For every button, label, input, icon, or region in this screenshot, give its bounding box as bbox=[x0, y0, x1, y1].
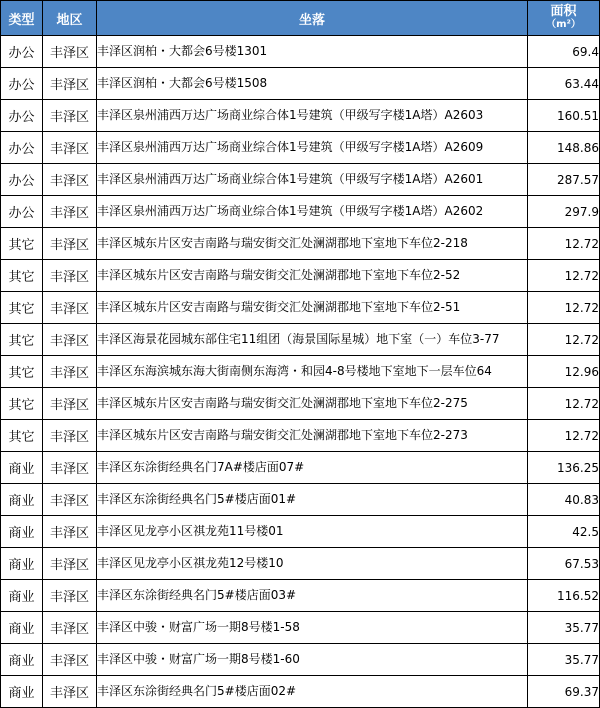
cell-location bbox=[97, 516, 528, 548]
location-text: 丰泽区城东片区安吉南路与瑞安街交汇处澜湖郡地下室地下车位2-275 bbox=[97, 396, 468, 410]
header-location: 坐落 bbox=[97, 1, 528, 36]
table-row bbox=[1, 676, 600, 708]
cell-area: 40.83 bbox=[528, 484, 600, 516]
cell-location bbox=[97, 388, 528, 420]
location-text: 丰泽区东涂街经典名门7A#楼店面07# bbox=[97, 460, 305, 474]
cell-location bbox=[97, 100, 528, 132]
cell-area: 12.96 bbox=[528, 356, 600, 388]
cell-type: 其它 bbox=[1, 420, 43, 452]
cell-location bbox=[97, 548, 528, 580]
location-text: 丰泽区润柏・大都会6号楼1508 bbox=[97, 76, 268, 90]
cell-type: 办公 bbox=[1, 132, 43, 164]
cell-type: 办公 bbox=[1, 164, 43, 196]
cell-area: 69.37 bbox=[528, 676, 600, 708]
cell-district: 丰泽区 bbox=[43, 516, 97, 548]
cell-district: 丰泽区 bbox=[43, 292, 97, 324]
cell-location bbox=[97, 676, 528, 708]
cell-type: 商业 bbox=[1, 548, 43, 580]
cell-district: 丰泽区 bbox=[43, 164, 97, 196]
cell-location bbox=[97, 484, 528, 516]
location-text: 丰泽区海景花园城东部住宅11组团（海景国际星城）地下室（一）车位3-77 bbox=[97, 332, 500, 346]
cell-district: 丰泽区 bbox=[43, 36, 97, 68]
cell-area: 35.77 bbox=[528, 612, 600, 644]
cell-district: 丰泽区 bbox=[43, 644, 97, 676]
cell-area: 42.5 bbox=[528, 516, 600, 548]
cell-location bbox=[97, 132, 528, 164]
table-row bbox=[1, 164, 600, 196]
cell-area: 12.72 bbox=[528, 228, 600, 260]
cell-type: 商业 bbox=[1, 580, 43, 612]
location-text: 丰泽区见龙亭小区祺龙苑11号楼01 bbox=[97, 524, 284, 538]
table-row bbox=[1, 356, 600, 388]
cell-type: 商业 bbox=[1, 516, 43, 548]
cell-area: 35.77 bbox=[528, 644, 600, 676]
cell-location bbox=[97, 36, 528, 68]
header-area bbox=[528, 1, 600, 36]
cell-location bbox=[97, 420, 528, 452]
cell-location bbox=[97, 68, 528, 100]
table-row bbox=[1, 196, 600, 228]
cell-district: 丰泽区 bbox=[43, 100, 97, 132]
cell-district: 丰泽区 bbox=[43, 228, 97, 260]
cell-type: 其它 bbox=[1, 260, 43, 292]
cell-type: 其它 bbox=[1, 356, 43, 388]
table-row bbox=[1, 68, 600, 100]
location-text: 丰泽区东涂街经典名门5#楼店面01# bbox=[97, 492, 297, 506]
cell-type: 办公 bbox=[1, 100, 43, 132]
table-row bbox=[1, 132, 600, 164]
cell-district: 丰泽区 bbox=[43, 420, 97, 452]
cell-district: 丰泽区 bbox=[43, 484, 97, 516]
location-text: 丰泽区城东片区安吉南路与瑞安街交汇处澜湖郡地下室地下车位2-52 bbox=[97, 268, 461, 282]
cell-area: 69.4 bbox=[528, 36, 600, 68]
cell-location bbox=[97, 324, 528, 356]
cell-type: 办公 bbox=[1, 36, 43, 68]
table-header-row bbox=[1, 1, 600, 36]
cell-district: 丰泽区 bbox=[43, 580, 97, 612]
header-area-label: 面积 bbox=[550, 4, 577, 19]
location-text: 丰泽区中骏・财富广场一期8号楼1-58 bbox=[97, 620, 300, 634]
cell-area: 136.25 bbox=[528, 452, 600, 484]
cell-area: 12.72 bbox=[528, 324, 600, 356]
cell-district: 丰泽区 bbox=[43, 548, 97, 580]
cell-location bbox=[97, 452, 528, 484]
cell-area: 12.72 bbox=[528, 388, 600, 420]
location-text: 丰泽区城东片区安吉南路与瑞安街交汇处澜湖郡地下室地下车位2-218 bbox=[97, 236, 468, 250]
cell-type: 其它 bbox=[1, 324, 43, 356]
location-text: 丰泽区中骏・财富广场一期8号楼1-60 bbox=[97, 652, 300, 666]
table-row bbox=[1, 324, 600, 356]
cell-district: 丰泽区 bbox=[43, 68, 97, 100]
cell-type: 商业 bbox=[1, 612, 43, 644]
cell-type: 商业 bbox=[1, 676, 43, 708]
table-row bbox=[1, 452, 600, 484]
cell-location bbox=[97, 228, 528, 260]
location-text: 丰泽区润柏・大都会6号楼1301 bbox=[97, 44, 268, 58]
table-row bbox=[1, 228, 600, 260]
cell-location bbox=[97, 292, 528, 324]
cell-type: 商业 bbox=[1, 452, 43, 484]
table-row bbox=[1, 644, 600, 676]
cell-location bbox=[97, 644, 528, 676]
location-text: 丰泽区城东片区安吉南路与瑞安街交汇处澜湖郡地下室地下车位2-51 bbox=[97, 300, 461, 314]
cell-type: 商业 bbox=[1, 484, 43, 516]
cell-district: 丰泽区 bbox=[43, 452, 97, 484]
cell-area: 12.72 bbox=[528, 260, 600, 292]
cell-area: 287.57 bbox=[528, 164, 600, 196]
cell-area: 116.52 bbox=[528, 580, 600, 612]
location-text: 丰泽区泉州浦西万达广场商业综合体1号建筑（甲级写字楼1A塔）A2609 bbox=[97, 140, 484, 154]
table-row bbox=[1, 580, 600, 612]
location-text: 丰泽区东涂街经典名门5#楼店面02# bbox=[97, 684, 297, 698]
location-text: 丰泽区城东片区安吉南路与瑞安街交汇处澜湖郡地下室地下车位2-273 bbox=[97, 428, 468, 442]
cell-type: 其它 bbox=[1, 388, 43, 420]
cell-area: 160.51 bbox=[528, 100, 600, 132]
cell-area: 67.53 bbox=[528, 548, 600, 580]
cell-location bbox=[97, 260, 528, 292]
cell-type: 其它 bbox=[1, 228, 43, 260]
header-district: 地区 bbox=[43, 1, 97, 36]
cell-district: 丰泽区 bbox=[43, 388, 97, 420]
cell-location bbox=[97, 580, 528, 612]
table-row bbox=[1, 260, 600, 292]
cell-location bbox=[97, 356, 528, 388]
header-type: 类型 bbox=[1, 1, 43, 36]
table-row bbox=[1, 612, 600, 644]
cell-area: 148.86 bbox=[528, 132, 600, 164]
location-text: 丰泽区泉州浦西万达广场商业综合体1号建筑（甲级写字楼1A塔）A2601 bbox=[97, 172, 484, 186]
cell-type: 其它 bbox=[1, 292, 43, 324]
cell-area: 63.44 bbox=[528, 68, 600, 100]
table-row bbox=[1, 484, 600, 516]
cell-district: 丰泽区 bbox=[43, 324, 97, 356]
cell-area: 12.72 bbox=[528, 292, 600, 324]
location-text: 丰泽区见龙亭小区祺龙苑12号楼10 bbox=[97, 556, 284, 570]
cell-location bbox=[97, 612, 528, 644]
cell-type: 办公 bbox=[1, 196, 43, 228]
cell-district: 丰泽区 bbox=[43, 196, 97, 228]
cell-type: 商业 bbox=[1, 644, 43, 676]
table-row bbox=[1, 36, 600, 68]
cell-area: 297.9 bbox=[528, 196, 600, 228]
table-row bbox=[1, 388, 600, 420]
location-text: 丰泽区东海滨城东海大街南侧东海湾・和园4-8号楼地下室地下一层车位64 bbox=[97, 364, 492, 378]
table-row bbox=[1, 100, 600, 132]
location-text: 丰泽区泉州浦西万达广场商业综合体1号建筑（甲级写字楼1A塔）A2603 bbox=[97, 108, 484, 122]
cell-district: 丰泽区 bbox=[43, 356, 97, 388]
cell-district: 丰泽区 bbox=[43, 260, 97, 292]
table-row bbox=[1, 292, 600, 324]
table-body bbox=[1, 36, 600, 708]
table-row bbox=[1, 516, 600, 548]
location-text: 丰泽区泉州浦西万达广场商业综合体1号建筑（甲级写字楼1A塔）A2602 bbox=[97, 204, 484, 218]
cell-district: 丰泽区 bbox=[43, 132, 97, 164]
header-area-unit: （m²） bbox=[546, 19, 581, 30]
cell-district: 丰泽区 bbox=[43, 612, 97, 644]
location-text: 丰泽区东涂街经典名门5#楼店面03# bbox=[97, 588, 297, 602]
cell-location bbox=[97, 164, 528, 196]
cell-type: 办公 bbox=[1, 68, 43, 100]
cell-district: 丰泽区 bbox=[43, 676, 97, 708]
table-row bbox=[1, 548, 600, 580]
table-row bbox=[1, 420, 600, 452]
cell-area: 12.72 bbox=[528, 420, 600, 452]
cell-location bbox=[97, 196, 528, 228]
